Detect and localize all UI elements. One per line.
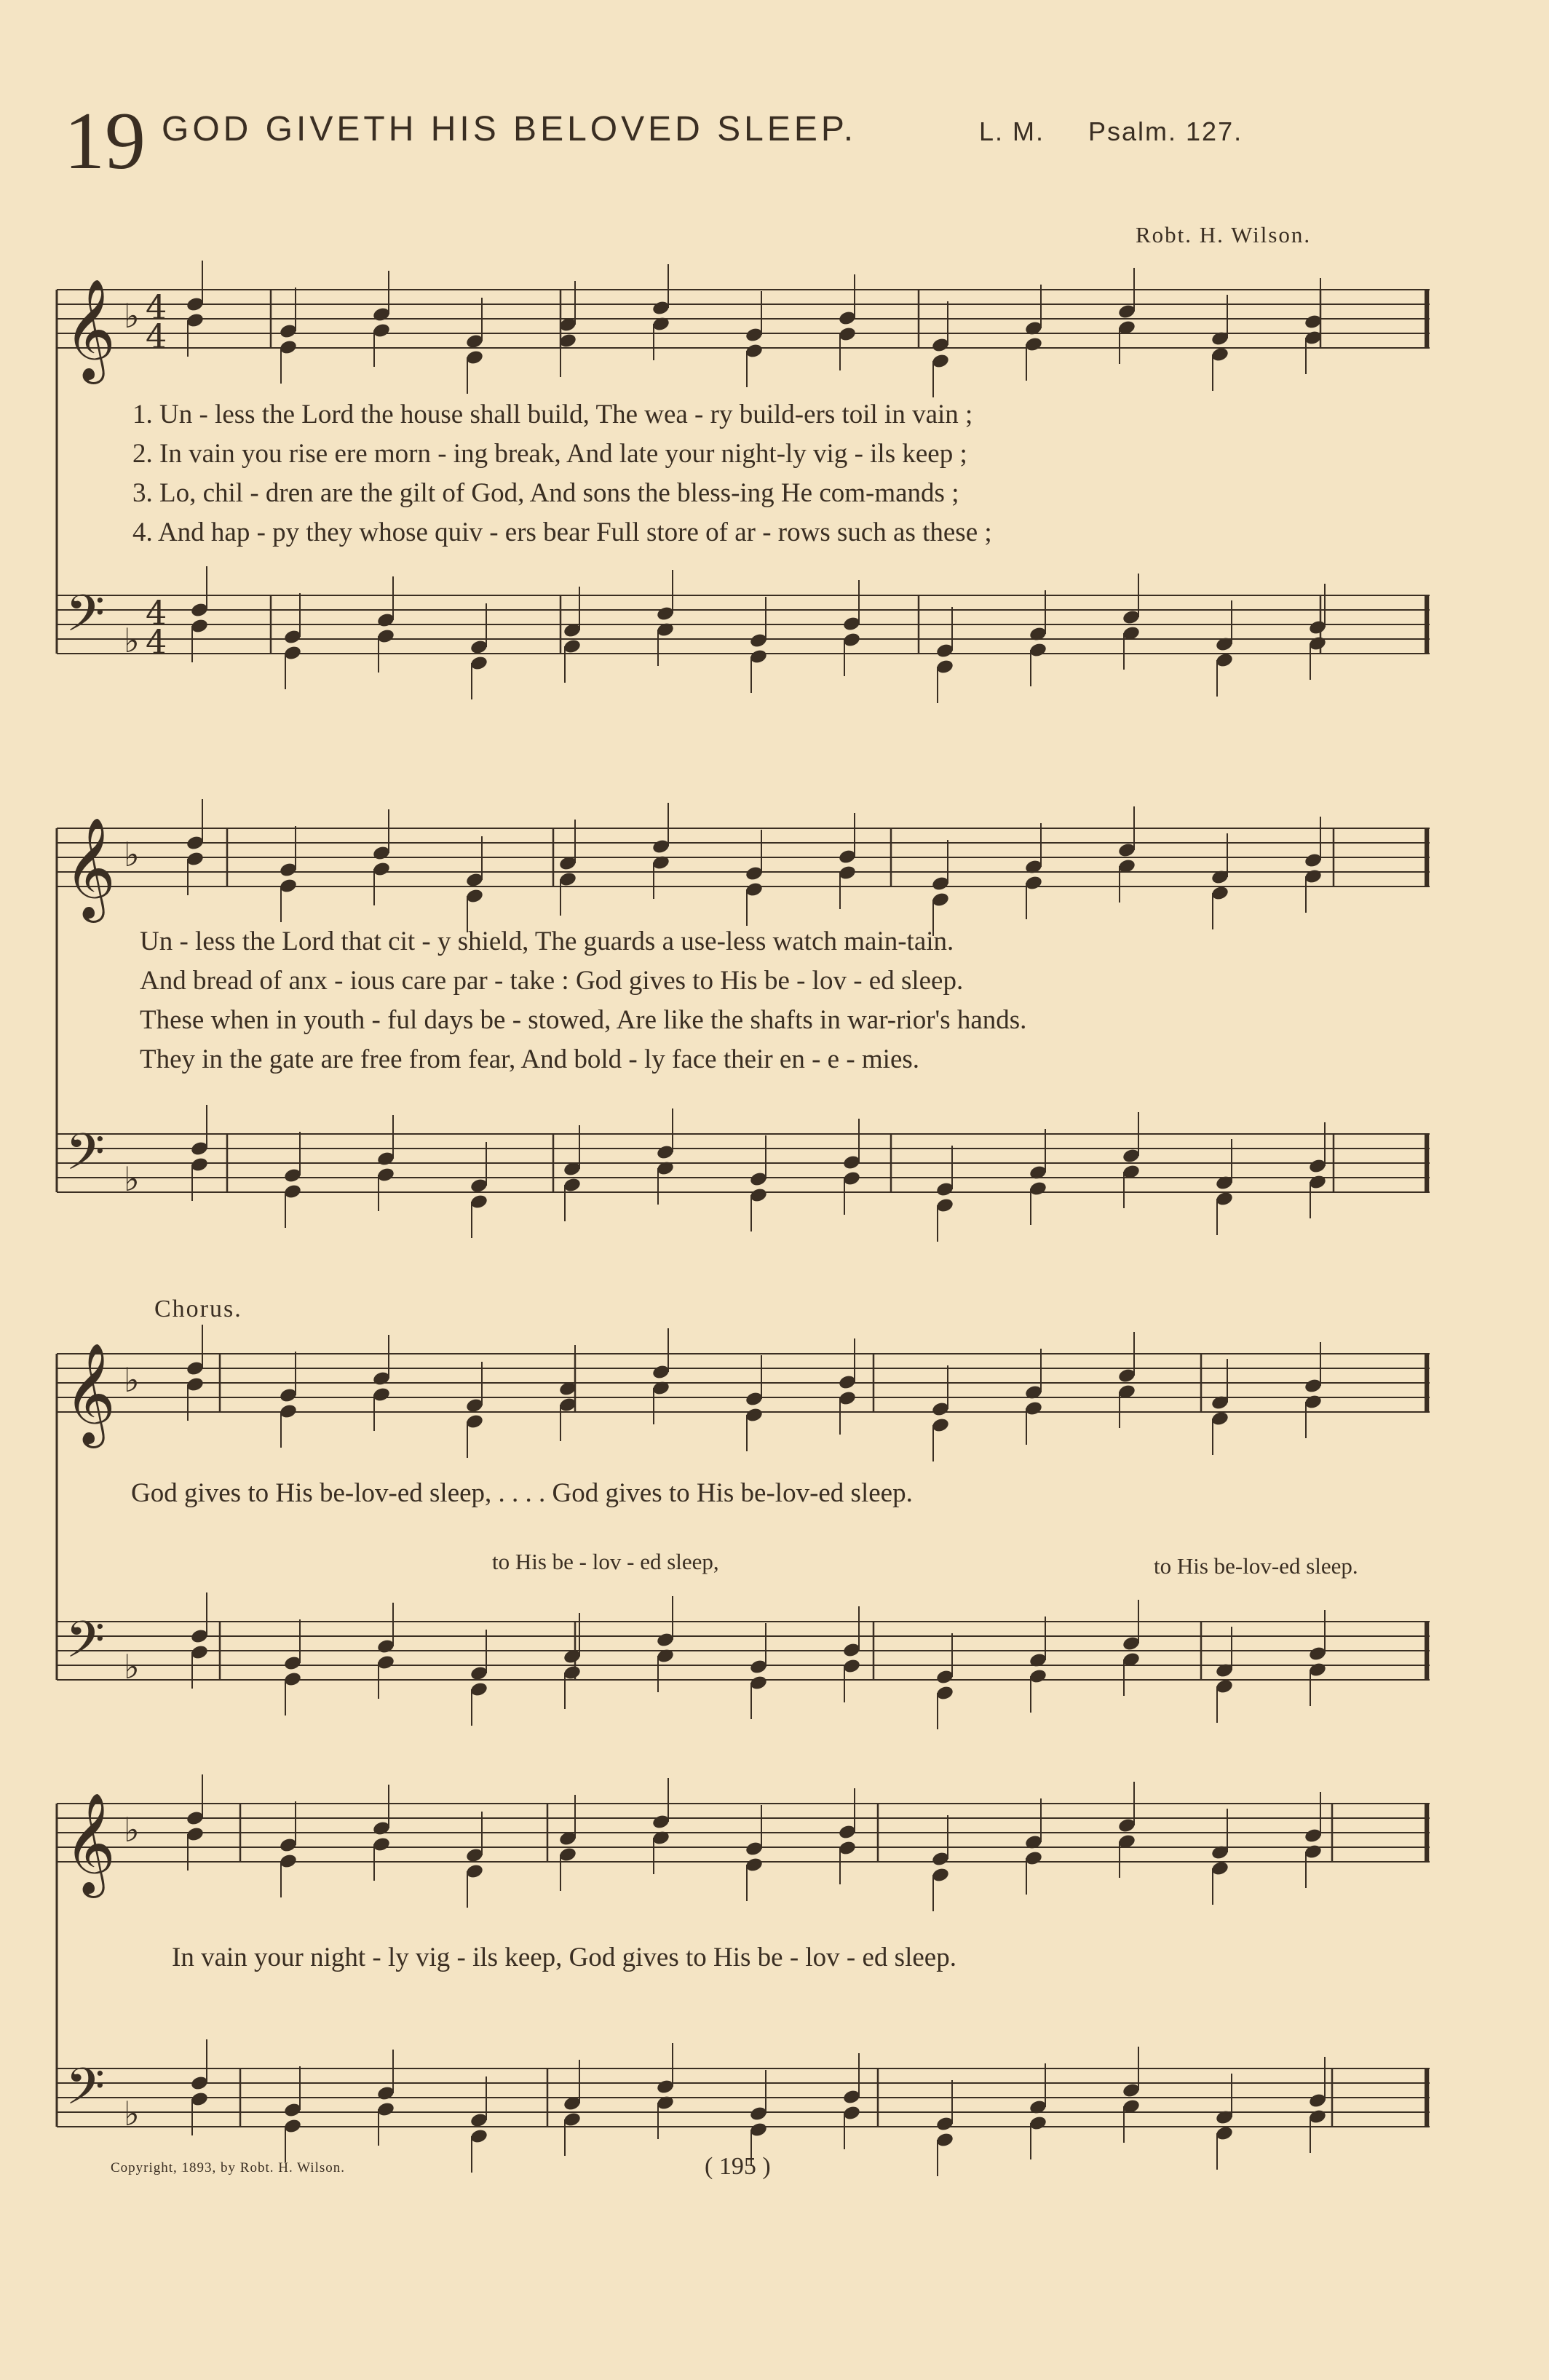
verse-2-line-1: 2. In vain you rise ere morn - ing break, And late your night-ly vig - ils keep ; bbox=[132, 439, 967, 469]
verse-3-line-1: 3. Lo, chil - dren are the gilt of God, And sons the bless-ing He com-mands ; bbox=[132, 478, 959, 508]
flat-sign: ♭ bbox=[124, 1647, 140, 1686]
hymn-number: 19 bbox=[64, 96, 146, 186]
time-signature: 4 bbox=[146, 287, 167, 327]
treble-clef: 𝄞 bbox=[64, 1343, 116, 1444]
bass-clef: 𝄢 bbox=[66, 1122, 106, 1194]
treble-clef: 𝄞 bbox=[64, 279, 116, 380]
bass-clef: 𝄢 bbox=[66, 2057, 106, 2128]
bass-echo-1: to His be - lov - ed sleep, bbox=[492, 1549, 719, 1574]
verse-1-line-2: Un - less the Lord that cit - y shield, The guards a use-less watch main-tain. bbox=[140, 927, 954, 956]
copyright: Copyright, 1893, by Robt. H. Wilson. bbox=[111, 2160, 346, 2175]
verse-4-line-1: 4. And hap - py they whose quiv - ers bear Full store of ar - rows such as these ; bbox=[132, 517, 992, 547]
flat-sign: ♭ bbox=[124, 1360, 140, 1400]
flat-sign: ♭ bbox=[124, 835, 140, 874]
chorus-line-2: In vain your night - ly vig - ils keep, God gives to His be - lov - ed sleep. bbox=[172, 1943, 956, 1972]
flat-sign: ♭ bbox=[124, 2094, 140, 2133]
bass-clef: 𝄢 bbox=[66, 1610, 106, 1681]
page-number: ( 195 ) bbox=[705, 2153, 771, 2180]
verse-2-line-2: And bread of anx - ious care par - take : God gives to His be - lov - ed sleep. bbox=[140, 966, 964, 996]
time-signature: 4 bbox=[146, 622, 167, 662]
verse-3-line-2: These when in youth - ful days be - stowed, Are like the shafts in war-rior's hands. bbox=[140, 1005, 1027, 1035]
composer: Robt. H. Wilson. bbox=[1136, 222, 1312, 247]
time-signature: 4 bbox=[146, 593, 167, 632]
verse-4-line-2: They in the gate are free from fear, And bold - ly face their en - e - mies. bbox=[140, 1044, 920, 1074]
treble-clef: 𝄞 bbox=[64, 1793, 116, 1894]
bass-clef: 𝄢 bbox=[66, 584, 106, 655]
bass-echo-2: to His be-lov-ed sleep. bbox=[1154, 1553, 1358, 1579]
scripture-reference: Psalm. 127. bbox=[1088, 116, 1243, 146]
verse-1-line-1: 1. Un - less the Lord the house shall build, The wea - ry build-ers toil in vain ; bbox=[132, 400, 973, 429]
treble-clef: 𝄞 bbox=[64, 817, 116, 919]
meter: L. M. bbox=[979, 116, 1045, 146]
time-signature: 4 bbox=[146, 317, 167, 356]
chorus-label: Chorus. bbox=[154, 1296, 242, 1322]
hymn-title: GOD GIVETH HIS BELOVED SLEEP. bbox=[162, 110, 857, 148]
flat-sign: ♭ bbox=[124, 621, 140, 660]
flat-sign: ♭ bbox=[124, 1159, 140, 1199]
chorus-line-1: God gives to His be-lov-ed sleep, . . . . God gives to His be-lov-ed sleep. bbox=[131, 1478, 913, 1508]
flat-sign: ♭ bbox=[124, 296, 140, 336]
flat-sign: ♭ bbox=[124, 1810, 140, 1849]
